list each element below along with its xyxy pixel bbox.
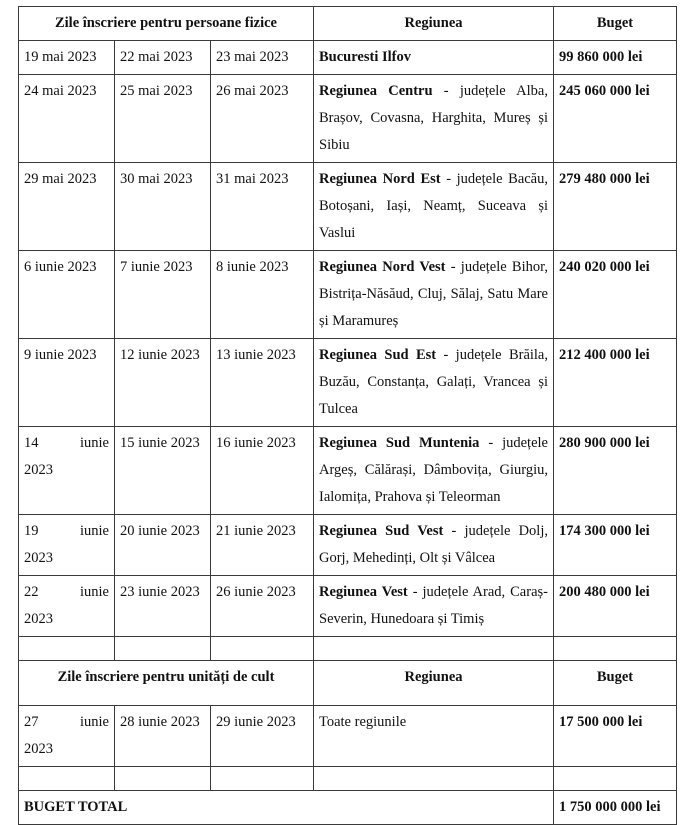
region-cell [314,576,554,637]
region-cell [314,163,554,251]
region-cell: Toate regiunile [314,706,554,767]
budget-cell: 240 020 000 lei [554,251,677,339]
registration-day-2: 30 mai 2023 [115,163,211,251]
region-name: Regiunea Sud Muntenia [319,435,480,451]
table-row [19,576,677,637]
day-month: iunie [80,584,109,600]
region-cell [314,41,554,75]
day-year: 2023 [24,611,53,627]
budget-cell: 245 060 000 lei [554,75,677,163]
header-region: Regiunea [314,661,554,706]
registration-day-2: 12 iunie 2023 [115,339,211,427]
table-row [19,339,677,427]
region-name: Regiunea Sud Vest [319,523,444,539]
budget-cell: 174 300 000 lei [554,515,677,576]
registration-day-2: 7 iunie 2023 [115,251,211,339]
budget-cell: 280 900 000 lei [554,427,677,515]
day-year: 2023 [24,462,53,478]
day-year: 2023 [24,550,53,566]
registration-day-1 [19,515,115,576]
region-counties: - județele Bacău, Botoșani, Iași, Neamț, Suceava și Vaslui [319,171,548,241]
registration-day-1: 24 mai 2023 [19,75,115,163]
day-year: 2023 [24,741,53,757]
registration-day-2: 15 iunie 2023 [115,427,211,515]
region-name: Regiunea Nord Vest [319,259,446,275]
empty-cell [211,637,314,661]
day-number: 19 [24,523,39,539]
day-number: 22 [24,584,39,600]
table-row [19,515,677,576]
empty-cell [115,637,211,661]
empty-cell [554,637,677,661]
registration-day-3: 16 iunie 2023 [211,427,314,515]
day-number: 14 [24,435,39,451]
registration-day-1: 29 mai 2023 [19,163,115,251]
registration-day-2: 20 iunie 2023 [115,515,211,576]
header-row-religious-units [19,661,677,706]
total-row [19,791,677,825]
registration-schedule-table [18,6,677,825]
budget-cell: 200 480 000 lei [554,576,677,637]
total-value: 1 750 000 000 lei [554,791,677,825]
registration-day-3: 29 iunie 2023 [211,706,314,767]
registration-day-3: 31 mai 2023 [211,163,314,251]
budget-cell: 99 860 000 lei [554,41,677,75]
registration-day-1: 9 iunie 2023 [19,339,115,427]
region-cell [314,339,554,427]
region-name: Regiunea Nord Est [319,171,441,187]
region-counties: - județele Argeș, Călărași, Dâmbovița, Giurgiu, Ialomița, Prahova și Teleorman [319,435,548,505]
registration-day-1: 6 iunie 2023 [19,251,115,339]
table-row [19,41,677,75]
header-days-religious-units: Zile înscriere pentru unități de cult [19,661,314,706]
region-counties: - județele Dolj, Gorj, Mehedinți, Olt și Vâlcea [319,523,548,566]
registration-day-3: 21 iunie 2023 [211,515,314,576]
registration-day-1 [19,427,115,515]
registration-day-3: 23 mai 2023 [211,41,314,75]
registration-day-2: 22 mai 2023 [115,41,211,75]
table-row [19,427,677,515]
registration-day-3: 26 mai 2023 [211,75,314,163]
registration-day-3: 8 iunie 2023 [211,251,314,339]
region-counties: - județele Alba, Brașov, Covasna, Harghita, Mureș și Sibiu [319,83,548,153]
table-row [19,706,677,767]
day-month: iunie [80,523,109,539]
table-row [19,75,677,163]
header-row-individuals [19,7,677,41]
region-cell [314,75,554,163]
empty-cell [314,637,554,661]
registration-day-1: 19 mai 2023 [19,41,115,75]
region-counties: - județele Bihor, Bistrița-Năsăud, Cluj, Sălaj, Satu Mare și Maramureș [319,259,548,329]
header-region: Regiunea [314,7,554,41]
registration-day-3: 13 iunie 2023 [211,339,314,427]
header-days-individuals: Zile înscriere pentru persoane fizice [19,7,314,41]
day-month: iunie [80,435,109,451]
header-budget: Buget [554,661,677,706]
registration-day-2: 28 iunie 2023 [115,706,211,767]
day-number: 27 [24,714,39,730]
budget-cell: 212 400 000 lei [554,339,677,427]
region-cell [314,427,554,515]
empty-cell [19,637,115,661]
registration-day-2: 23 iunie 2023 [115,576,211,637]
region-cell [314,515,554,576]
day-month: iunie [80,714,109,730]
registration-day-1 [19,706,115,767]
total-label: BUGET TOTAL [19,791,554,825]
region-counties: - județele Brăila, Buzău, Constanța, Galați, Vrancea și Tulcea [319,347,548,417]
region-cell [314,251,554,339]
region-name: Regiunea Centru [319,83,433,99]
registration-day-3: 26 iunie 2023 [211,576,314,637]
region-name: Regiunea Vest [319,584,408,600]
region-name: Regiunea Sud Est [319,347,437,363]
region-counties: - județele Arad, Caraș-Severin, Hunedoara și Timiș [319,584,548,627]
empty-row [19,637,677,661]
table-row [19,163,677,251]
registration-day-2: 25 mai 2023 [115,75,211,163]
registration-day-1 [19,576,115,637]
table-row [19,251,677,339]
budget-cell: 17 500 000 lei [554,706,677,767]
budget-cell: 279 480 000 lei [554,163,677,251]
header-budget: Buget [554,7,677,41]
region-name: Bucuresti Ilfov [319,49,411,65]
